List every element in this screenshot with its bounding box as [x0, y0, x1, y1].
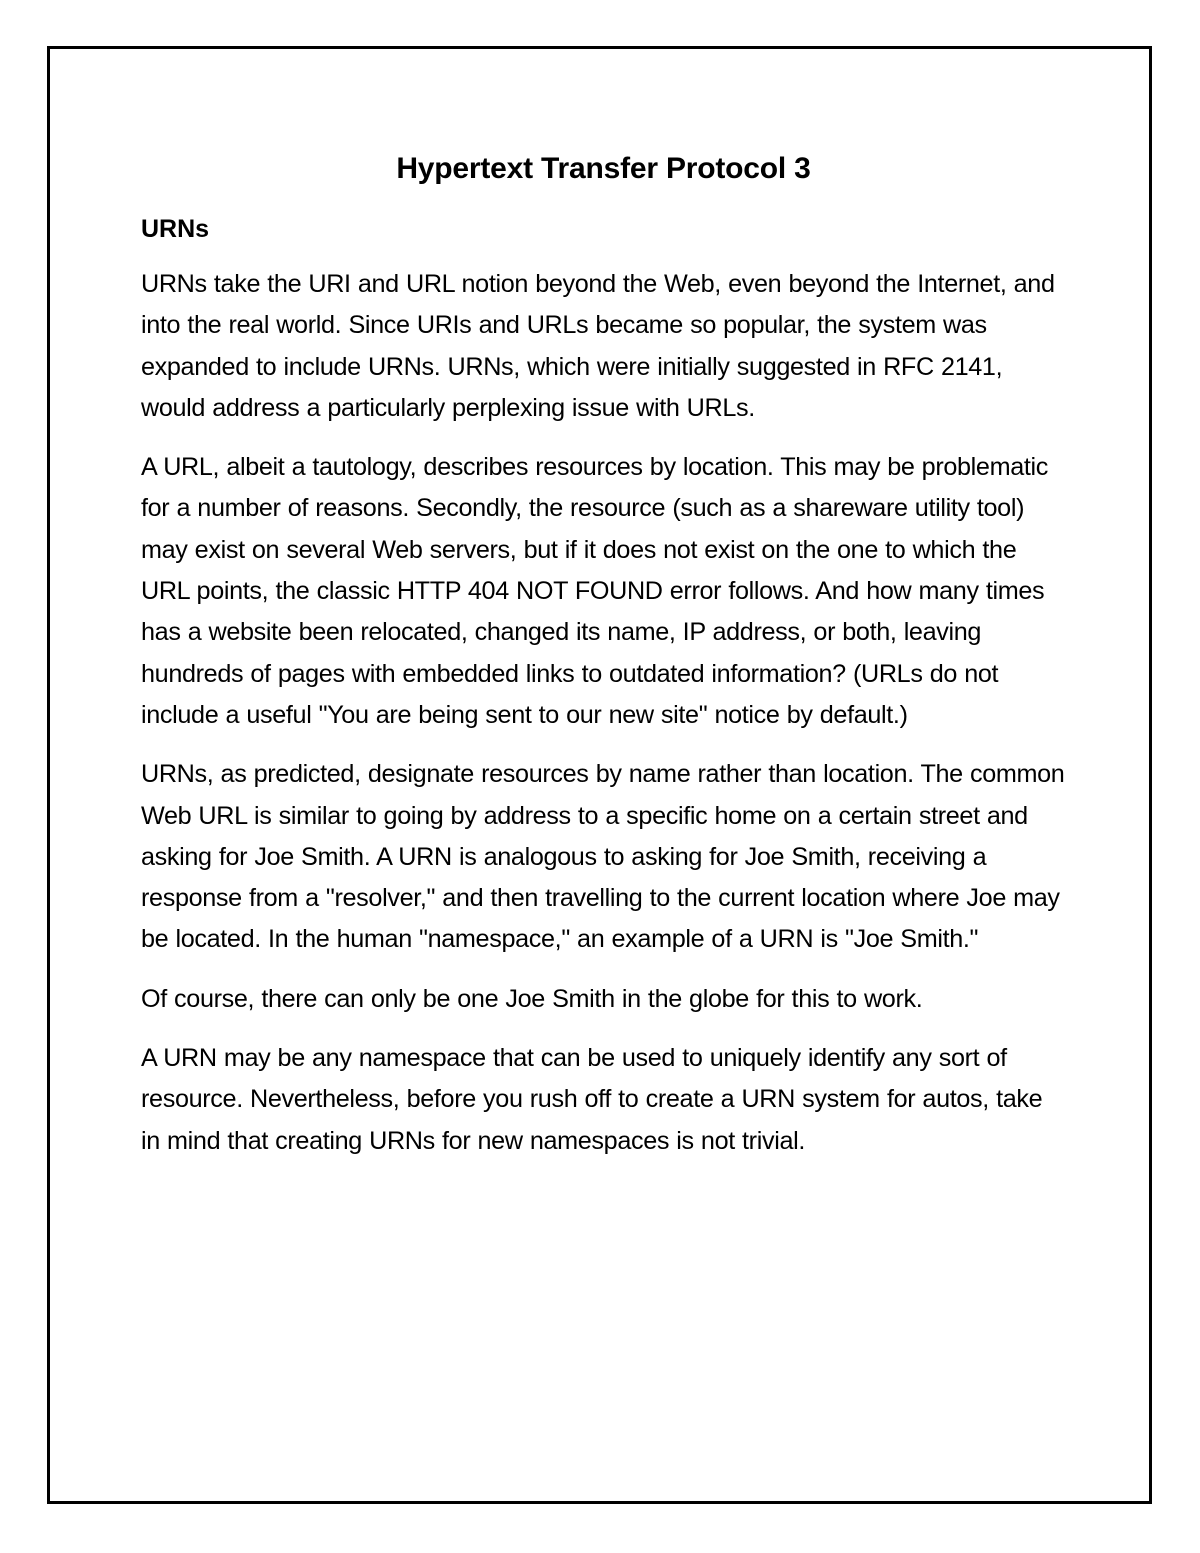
document-body: [141, 150, 1066, 1162]
paragraph-1: URNs take the URI and URL notion beyond the Web, even beyond the Internet, and into the real world. Since URIs and URLs became so popular, the system was expanded to include URNs. URNs, which were initially suggested in RFC 2141, would address a particularly perplexing issue with URLs.: [141, 270, 1055, 422]
paragraph-2: A URL, albeit a tautology, describes resources by location. This may be problematic for a number of reasons. Secondly, the resource (such as a shareware utility tool) may exist on several Web servers, but if it does not exist on the one to which the URL points, the classic HTTP 404 NOT FOUND error follows. And how many times has a website been relocated, changed its name, IP address, or both, leaving hundreds of pages with embedded links to outdated information? (URLs do not include a useful "You are being sent to our new site" notice by default.): [141, 453, 1049, 729]
section-heading: URNs: [141, 215, 210, 243]
paragraph-3: URNs, as predicted, designate resources by name rather than location. The common Web URL is similar to going by address to a specific home on a certain street and asking for Joe Smith. A URN is analogous to asking for Joe Smith, receiving a response from a "resolver," and then travelling to the current location where Joe may be located. In the human "namespace," an example of a URN is "Joe Smith.": [141, 760, 1065, 954]
paragraph-5: A URN may be any namespace that can be used to uniquely identify any sort of resource. Nevertheless, before you rush off to create a URN system for autos, take in mind that creating URNs for new namespaces is not trivial.: [141, 1044, 1043, 1155]
document-title: Hypertext Transfer Protocol 3: [396, 152, 811, 185]
paragraph-4: Of course, there can only be one Joe Smith in the globe for this to work.: [141, 984, 923, 1013]
